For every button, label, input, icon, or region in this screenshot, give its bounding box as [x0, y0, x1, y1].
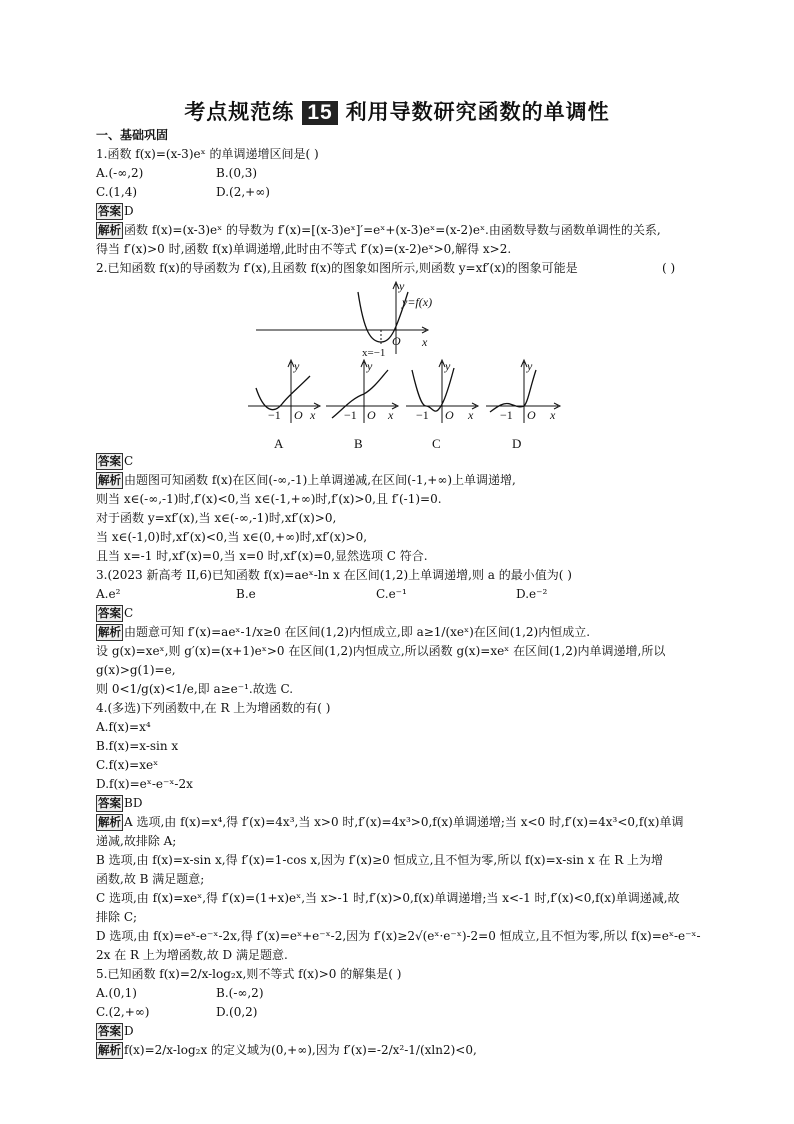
- answer-tag: 答案: [98, 796, 121, 810]
- q3-stem: 3.(2023 新高考 II,6)已知函数 f(x)=aeˣ-ln x 在区间(1,2)上单调递增,则 a 的最小值为( ): [96, 568, 572, 582]
- graph-d-m1: −1: [500, 408, 513, 422]
- main-y-label: y: [399, 279, 405, 293]
- q4-analysis-2: 递减,故排除 A;: [96, 834, 177, 848]
- q2-answer-value: C: [124, 454, 134, 468]
- section-heading: 一、基础巩固: [96, 128, 169, 142]
- main-x-label: x: [422, 335, 428, 349]
- graph-c-caption: C: [432, 436, 441, 451]
- analysis-text: 由题意可知 f′(x)=aeˣ-1/x≥0 在区间(1,2)内恒成立,即 a≥1/(xeˣ)在区间(1,2)内恒成立.: [124, 625, 591, 639]
- q5-options-row1: [96, 984, 700, 1003]
- q4-analysis-1: [96, 813, 700, 832]
- q2-analysis-2: 则当 x∈(-∞,-1)时,f′(x)<0,当 x∈(-1,+∞)时,f′(x)>0,且 f′(-1)=0.: [96, 492, 442, 506]
- graph-a-m1: −1: [268, 408, 281, 422]
- analysis-tag: 解析: [98, 223, 121, 237]
- q5-option-c: C.(2,+∞): [96, 1005, 150, 1019]
- main-origin: O: [392, 334, 401, 348]
- q3-answer-value: C: [124, 606, 134, 620]
- graph-a-caption: A: [274, 436, 284, 451]
- graph-c-o: O: [445, 408, 454, 422]
- q5-options-row2: [96, 1003, 700, 1022]
- q1-options-row1: [96, 164, 700, 183]
- q3-answer: [96, 604, 700, 623]
- graph-b-curve: [332, 370, 388, 418]
- q2-paren: ( ): [662, 261, 676, 275]
- q2-analysis-1: [96, 471, 700, 490]
- graph-b-x: x: [388, 408, 394, 422]
- q3-options: [96, 585, 700, 604]
- q1-analysis-1: [96, 221, 700, 240]
- q2-figure: [96, 278, 700, 451]
- q1-answer-value: D: [124, 204, 134, 218]
- q5-answer-value: D: [124, 1024, 134, 1038]
- q3-option-c: C.e⁻¹: [376, 587, 407, 601]
- graph-a-o: O: [294, 408, 303, 422]
- title-text: 利用导数研究函数的单调性: [345, 100, 610, 124]
- analysis-tag: 解析: [98, 1043, 121, 1057]
- q4-option-d: D.f(x)=eˣ-e⁻ˣ-2x: [96, 777, 193, 791]
- graph-d-o: O: [527, 408, 536, 422]
- q1-option-c: C.(1,4): [96, 185, 138, 199]
- graph-c-x: x: [468, 408, 474, 422]
- q4-analysis-7: D 选项,由 f(x)=eˣ-e⁻ˣ-2x,得 f′(x)=eˣ+e⁻ˣ-2,因为 f′(x)≥2√(eˣ·e⁻ˣ)-2=0 恒成立,且不恒为零,所以 f(x)=eˣ-e⁻ˣ-: [96, 929, 701, 943]
- main-fx-label: y=f(x): [402, 295, 433, 309]
- graph-c-y: y: [445, 359, 451, 373]
- q3-analysis-2: 设 g(x)=xeˣ,则 g′(x)=(x+1)eˣ>0 在区间(1,2)内恒成立,所以函数 g(x)=xeˣ 在区间(1,2)内单调递增,所以: [96, 644, 666, 658]
- q2-stem: [96, 259, 700, 278]
- graph-b-o: O: [367, 408, 376, 422]
- q3-analysis-4: 则 0<1/g(x)<1/e,即 a≥e⁻¹.故选 C.: [96, 682, 294, 696]
- q2-analysis-4: 当 x∈(-1,0)时,xf′(x)<0,当 x∈(0,+∞)时,xf′(x)>0,: [96, 530, 368, 544]
- content: [96, 126, 700, 1060]
- analysis-text: 函数 f(x)=(x-3)eˣ 的导数为 f′(x)=[(x-3)eˣ]′=eˣ+(x-3)eˣ=(x-2)eˣ.由函数导数与函数单调性的关系,: [124, 223, 661, 237]
- q4-option-b: B.f(x)=x-sin x: [96, 739, 179, 753]
- q4-stem: 4.(多选)下列函数中,在 R 上为增函数的有( ): [96, 701, 331, 715]
- q5-analysis-1: [96, 1041, 700, 1060]
- graph-b-caption: B: [354, 436, 363, 451]
- q2-stem-text: 2.已知函数 f(x)的导函数为 f′(x),且函数 f(x)的图象如图所示,则函数 y=xf′(x)的图象可能是: [96, 261, 578, 275]
- title-number-badge: 15: [302, 101, 337, 125]
- graph-c-curve: [412, 368, 454, 411]
- main-xm1-label: x=−1: [362, 347, 386, 359]
- q1-options-row2: [96, 183, 700, 202]
- title-prefix: 考点规范练: [184, 100, 295, 124]
- q4-answer-value: BD: [124, 796, 143, 810]
- q5-answer: [96, 1022, 700, 1041]
- graph-d-caption: D: [512, 436, 522, 451]
- page-title: [0, 96, 794, 126]
- q1-option-d: D.(2,+∞): [216, 185, 270, 199]
- answer-tag: 答案: [98, 454, 121, 468]
- q1-analysis-2: 得当 f′(x)>0 时,函数 f(x)单调递增,此时由不等式 f′(x)=(x-2)eˣ>0,解得 x>2.: [96, 242, 512, 256]
- answer-tag: 答案: [98, 1024, 121, 1038]
- q4-option-a: A.f(x)=x⁴: [96, 720, 151, 734]
- analysis-text: f(x)=2/x-log₂x 的定义域为(0,+∞),因为 f′(x)=-2/x²-1/(xln2)<0,: [124, 1043, 477, 1057]
- q3-analysis-1: [96, 623, 700, 642]
- graph-c-m1: −1: [416, 408, 429, 422]
- q2-analysis-3: 对于函数 y=xf′(x),当 x∈(-∞,-1)时,xf′(x)>0,: [96, 511, 337, 525]
- graph-a-curve: [256, 376, 310, 410]
- q1-stem: 1.函数 f(x)=(x-3)eˣ 的单调递增区间是( ): [96, 147, 319, 161]
- q3-option-b: B.e: [236, 587, 256, 601]
- q2-answer: [96, 452, 700, 471]
- q3-analysis-3: g(x)>g(1)=e,: [96, 663, 176, 677]
- analysis-tag: 解析: [98, 473, 121, 487]
- q2-analysis-5: 且当 x=-1 时,xf′(x)=0,当 x=0 时,xf′(x)=0,显然选项 C 符合.: [96, 549, 428, 563]
- q1-answer: [96, 202, 700, 221]
- q4-analysis-6: 排除 C;: [96, 910, 138, 924]
- graph-b-y: y: [367, 359, 373, 373]
- answer-tag: 答案: [98, 204, 121, 218]
- graph-a-x: x: [310, 408, 316, 422]
- analysis-tag: 解析: [98, 625, 121, 639]
- q4-analysis-5: C 选项,由 f(x)=xeˣ,得 f′(x)=(1+x)eˣ,当 x>-1 时,f′(x)>0,f(x)单调递增;当 x<-1 时,f′(x)<0,f(x)单调递减,故: [96, 891, 680, 905]
- q2-graphs: [96, 278, 700, 451]
- graph-b-m1: −1: [344, 408, 357, 422]
- q4-option-c: C.f(x)=xeˣ: [96, 758, 159, 772]
- q5-option-b: B.(-∞,2): [216, 986, 264, 1000]
- graph-d-x: x: [550, 408, 556, 422]
- q4-answer: [96, 794, 700, 813]
- q3-option-d: D.e⁻²: [516, 587, 548, 601]
- q1-option-b: B.(0,3): [216, 166, 258, 180]
- q5-option-d: D.(0,2): [216, 1005, 258, 1019]
- q5-stem: 5.已知函数 f(x)=2/x-log₂x,则不等式 f(x)>0 的解集是( ): [96, 967, 402, 981]
- graph-d-y: y: [527, 359, 533, 373]
- q5-option-a: A.(0,1): [96, 986, 137, 1000]
- analysis-tag: 解析: [98, 815, 121, 829]
- q4-analysis-4: 函数,故 B 满足题意;: [96, 872, 205, 886]
- answer-tag: 答案: [98, 606, 121, 620]
- q4-analysis-3: B 选项,由 f(x)=x-sin x,得 f′(x)=1-cos x,因为 f′(x)≥0 恒成立,且不恒为零,所以 f(x)=x-sin x 在 R 上为增: [96, 853, 664, 867]
- q1-option-a: A.(-∞,2): [96, 166, 144, 180]
- analysis-text: 由题图可知函数 f(x)在区间(-∞,-1)上单调递减,在区间(-1,+∞)上单调递增,: [124, 473, 516, 487]
- q3-option-a: A.e²: [96, 587, 121, 601]
- graph-a-y: y: [294, 359, 300, 373]
- analysis-text: A 选项,由 f(x)=x⁴,得 f′(x)=4x³,当 x>0 时,f′(x)=4x³>0,f(x)单调递增;当 x<0 时,f′(x)=4x³<0,f(x)单调: [124, 815, 684, 829]
- q4-analysis-8: 2x 在 R 上为增函数,故 D 满足题意.: [96, 948, 288, 962]
